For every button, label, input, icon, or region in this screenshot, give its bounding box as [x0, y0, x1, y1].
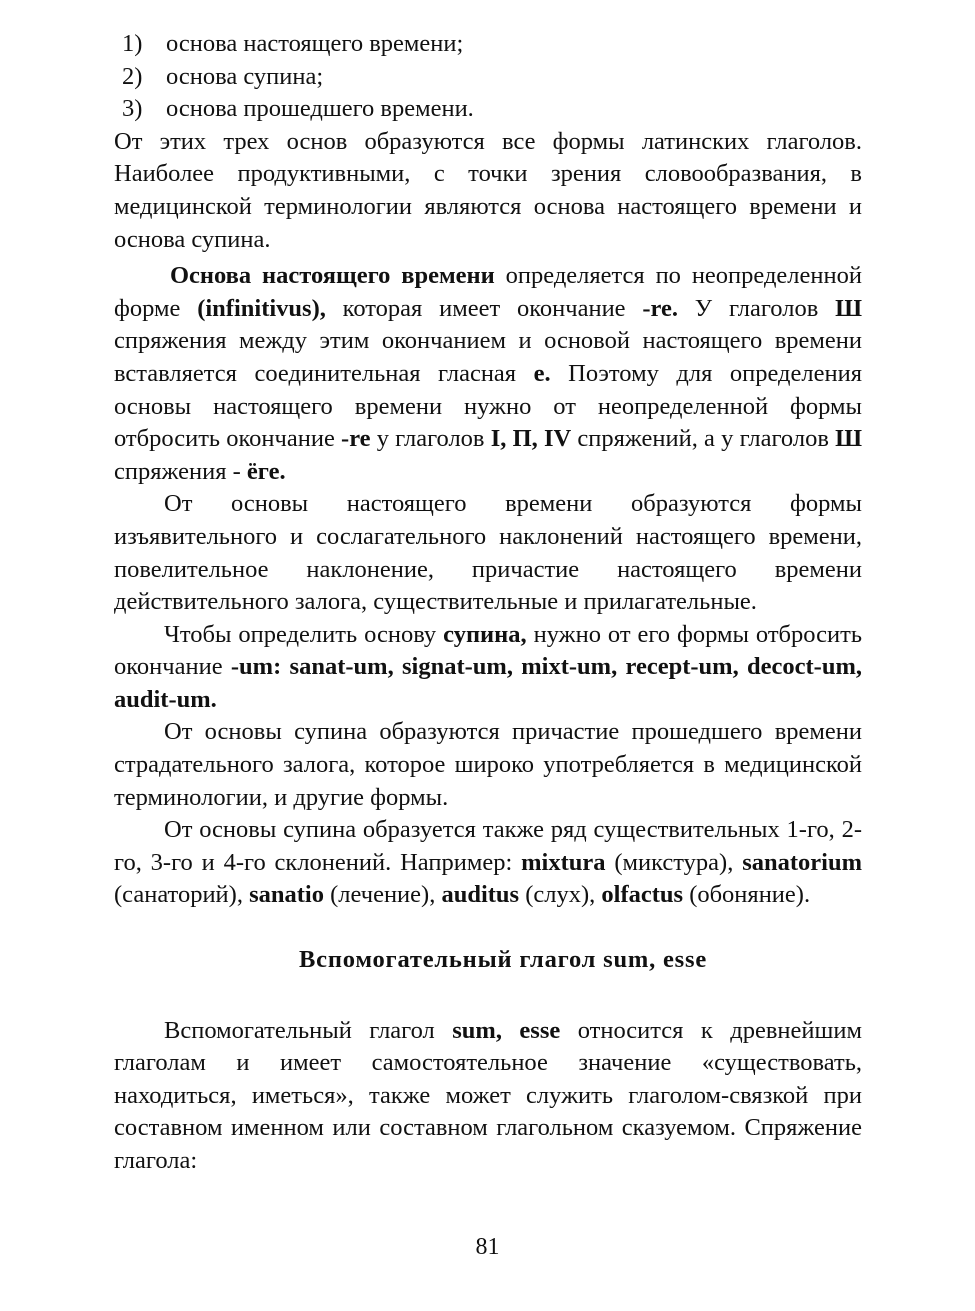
section-heading: Вспомогательный глагол sum, esse — [299, 946, 707, 974]
bold-term: Ш — [835, 294, 862, 322]
bold-term: sanatorium — [742, 848, 862, 876]
text-run: относится к древнейшим глаголам и имеет самостоятельное значение «существовать, находиться, иметься», также может служить глаголом-связкой при составном именном или составном глагольном сказуемом. Спряжение глагола: — [114, 1016, 862, 1174]
text-run: спряжений, а у глаголов — [571, 425, 836, 453]
bold-term: -um: sanat-um, signat-um, mixt-um, recept-um, decoct-um, audit-um. — [114, 653, 862, 713]
text-run: у глаголов — [370, 425, 491, 453]
page-number: 81 — [475, 1234, 500, 1260]
present-stem-forms-paragraph: От основы настоящего времени образуются формы изъявительного и сослагательного наклонений настоящего времени, повелительное наклонение, причастие настоящего времени действительного залога, существительные и прилагательные. — [114, 490, 862, 616]
list-text: основа настоящего времени; — [166, 30, 464, 57]
bold-term: sum, esse — [452, 1016, 561, 1044]
intro-paragraph: От этих трех основ образуются все формы латинских глаголов. Наиболее продуктивными, с точки зрения словообразвания, в медицинской терминологии являются основа настоящего времени и основа супина. — [114, 127, 862, 253]
bold-term: (infinitivus), — [197, 294, 326, 322]
page-content — [114, 28, 862, 1178]
text-run: (слух), — [519, 881, 602, 909]
list-text: основа прошедшего времени. — [166, 95, 474, 123]
text-run: Поэтому для определения основы настоящего времени нужно от неопределенной формы отбросить окончание — [114, 359, 862, 453]
bold-term: е. — [533, 359, 551, 387]
supine-forms-paragraph: От основы супина образуются причастие прошедшего времени страдательного залога, которое широко употребляется в медицинской терминологии, и другие формы. — [114, 718, 862, 811]
list-number: 3) — [122, 95, 143, 123]
text-run: (санаторий), — [114, 881, 250, 909]
auxiliary-verb-paragraph — [114, 1015, 862, 1178]
bold-term: Основа настоящего времени — [170, 262, 495, 290]
bold-term: mixtura — [521, 848, 606, 876]
bold-term: sanatio — [249, 881, 324, 909]
text-run: Чтобы определить основу — [164, 620, 444, 648]
bold-term: супина, — [443, 620, 527, 648]
supine-paragraph — [114, 619, 862, 717]
text-run: которая имеет окончание — [325, 294, 643, 322]
bold-term: -re — [341, 425, 371, 453]
list-item — [114, 93, 862, 126]
text-run: От основы супина образуется также ряд существительных 1-го, 2-го, 3-го и 4-го склонений. Например: — [114, 816, 862, 876]
present-stem-paragraph — [114, 260, 862, 488]
list-text: основа супина; — [166, 62, 324, 90]
bold-term: Ш — [835, 425, 862, 453]
text-run: (лечение), — [323, 881, 442, 909]
text-run: (микстура), — [605, 848, 743, 876]
text-run: спряжения между этим окончанием и основой настоящего времени вставляется соединительная гласная — [114, 327, 862, 387]
text-run: нужно от его формы отбросить окончание — [114, 620, 862, 681]
bold-term: ёге. — [246, 457, 286, 485]
bold-term: I, П, IV — [490, 425, 572, 453]
list-item — [114, 28, 862, 61]
text-run: У глаголов — [677, 294, 836, 322]
stem-list — [114, 28, 862, 126]
bold-term: olfactus — [601, 881, 684, 909]
bold-term: -re. — [642, 294, 678, 322]
list-number: 2) — [122, 62, 143, 90]
supine-nouns-paragraph — [114, 814, 862, 912]
list-number: 1) — [122, 30, 143, 57]
bold-term: auditus — [441, 881, 520, 909]
text-run: спряжения - — [114, 457, 247, 485]
text-run: Вспомогательный глагол — [164, 1016, 453, 1044]
text-run: (обоняние). — [683, 881, 811, 909]
text-run: определяется по неопределенной форме — [114, 262, 862, 322]
list-item — [114, 61, 862, 94]
